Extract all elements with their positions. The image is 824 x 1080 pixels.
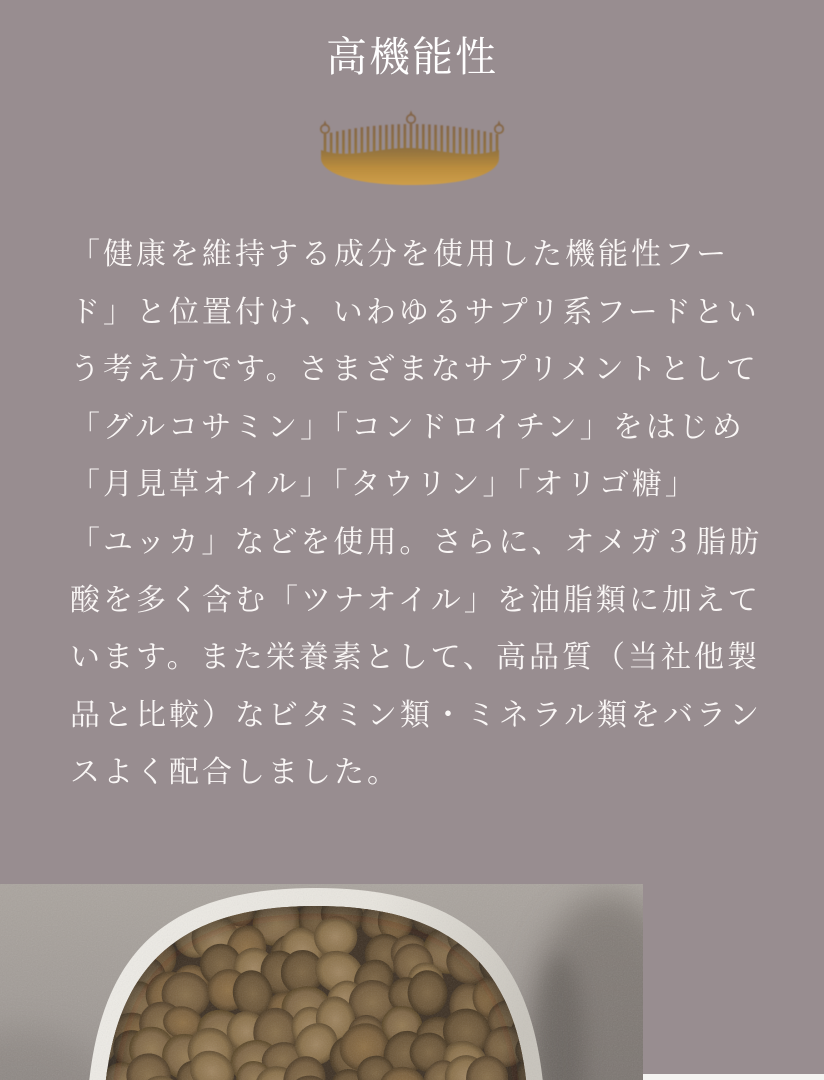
description-paragraph (70, 226, 763, 802)
comb-teeth (324, 124, 499, 160)
description-line: 「健康を維持する成分を使用した機能性フー (70, 238, 730, 271)
dog-food-bowl-photo (0, 884, 643, 1080)
description-line: スよく配合しました。 (70, 756, 400, 790)
description-line: います。また栄養素として、高品質（当社他製 (70, 641, 760, 675)
comb-ornament-left (321, 121, 329, 134)
comb-icon (318, 110, 506, 190)
description-line: 品と比較）なビタミン類・ミネラル類をバラン (70, 698, 763, 732)
description-line: う考え方です。さまざまなサプリメントとして (70, 353, 759, 387)
description-line: 「グルコサミン」「コンドロイチン」をはじめ (70, 410, 745, 444)
section-title: 高機能性 (326, 34, 498, 80)
description-line: ド」と位置付け、いわゆるサプリ系フードとい (70, 295, 760, 329)
description-line: 「ユッカ」などを使用。さらに、オメガ３脂肪 (70, 525, 763, 559)
description-line: 「月見草オイル」「タウリン」「オリゴ糖」 (70, 468, 698, 502)
comb-ornament-right (495, 121, 503, 134)
description-line: 酸を多く含む「ツナオイル」を油脂類に加えて (70, 583, 761, 617)
comb-ornament-center (407, 111, 415, 124)
